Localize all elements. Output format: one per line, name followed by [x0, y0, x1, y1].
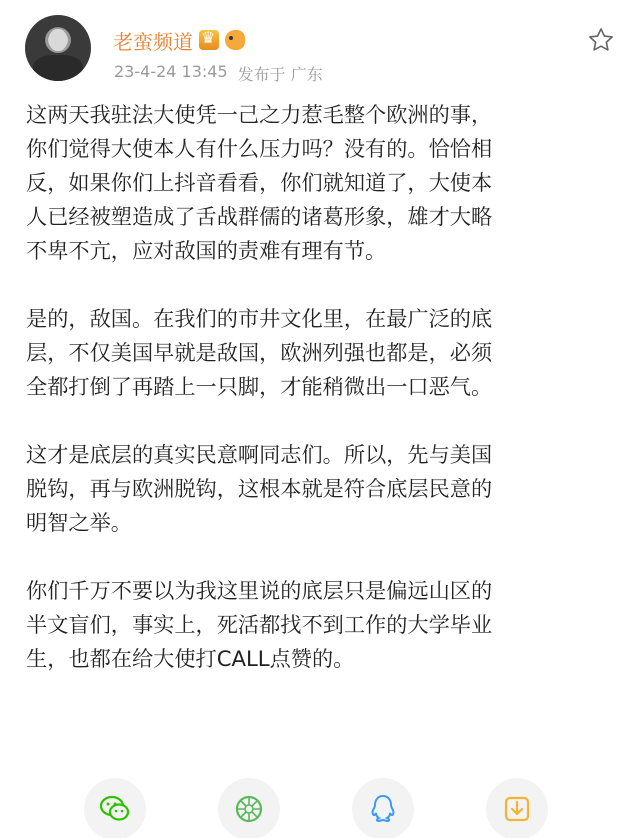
crown-badge-icon: [199, 30, 219, 50]
text-line: 层，不仅美国早就是敌国，欧洲列强也都是，必须: [26, 340, 493, 365]
author-name[interactable]: 老蛮频道: [113, 29, 193, 54]
qq-icon: [366, 792, 400, 826]
text-line: 半文盲们，事实上，死活都找不到工作的大学毕业: [26, 612, 493, 637]
text-line: 不卑不亢，应对敌国的责难有理有节。: [26, 238, 387, 263]
post-header: [0, 0, 639, 100]
text-line: 反，如果你们上抖音看看，你们就知道了，大使本: [26, 170, 493, 195]
text-line: 你们觉得大使本人有什么压力吗？没有的。恰恰相: [26, 136, 493, 161]
post-location: 发布于 广东: [237, 65, 323, 84]
text-line: 明智之举。: [26, 510, 132, 535]
text-line: 这才是底层的真实民意啊同志们。所以，先与美国: [26, 442, 493, 467]
wechat-icon: [98, 792, 132, 826]
paragraph-2: [26, 302, 616, 404]
text-line: 全都打倒了再踏上一只脚，才能稍微出一口恶气。: [26, 374, 493, 399]
text-line: 脱钩，再与欧洲脱钩，这根本就是符合底层民意的: [26, 476, 493, 501]
post-body: [26, 98, 616, 710]
star-outline-icon[interactable]: [587, 26, 615, 54]
paragraph-3: [26, 438, 616, 540]
paragraph-1: [26, 98, 616, 268]
share-qq-button[interactable]: [352, 778, 414, 838]
share-qzone-button[interactable]: [486, 778, 548, 838]
fish-badge-icon: [225, 30, 245, 50]
share-bar: [0, 768, 639, 838]
author-avatar[interactable]: [25, 15, 91, 81]
paragraph-4: [26, 574, 616, 676]
post-timestamp: 23-4-24 13:45: [114, 62, 228, 81]
share-moments-button[interactable]: [218, 778, 280, 838]
text-line: 是的，敌国。在我们的市井文化里，在最广泛的底: [26, 306, 493, 331]
text-line: 生，也都在给大使打CALL点赞的。: [26, 646, 355, 671]
qzone-icon: [500, 792, 534, 826]
text-line: 你们千万不要以为我这里说的底层只是偏远山区的: [26, 578, 493, 603]
post-meta: [114, 62, 323, 85]
moments-icon: [232, 792, 266, 826]
text-line: 人已经被塑造成了舌战群儒的诸葛形象，雄才大略: [26, 204, 493, 229]
author-name-row: [113, 25, 245, 55]
share-wechat-button[interactable]: [84, 778, 146, 838]
text-line: 这两天我驻法大使凭一己之力惹毛整个欧洲的事，: [26, 102, 493, 127]
